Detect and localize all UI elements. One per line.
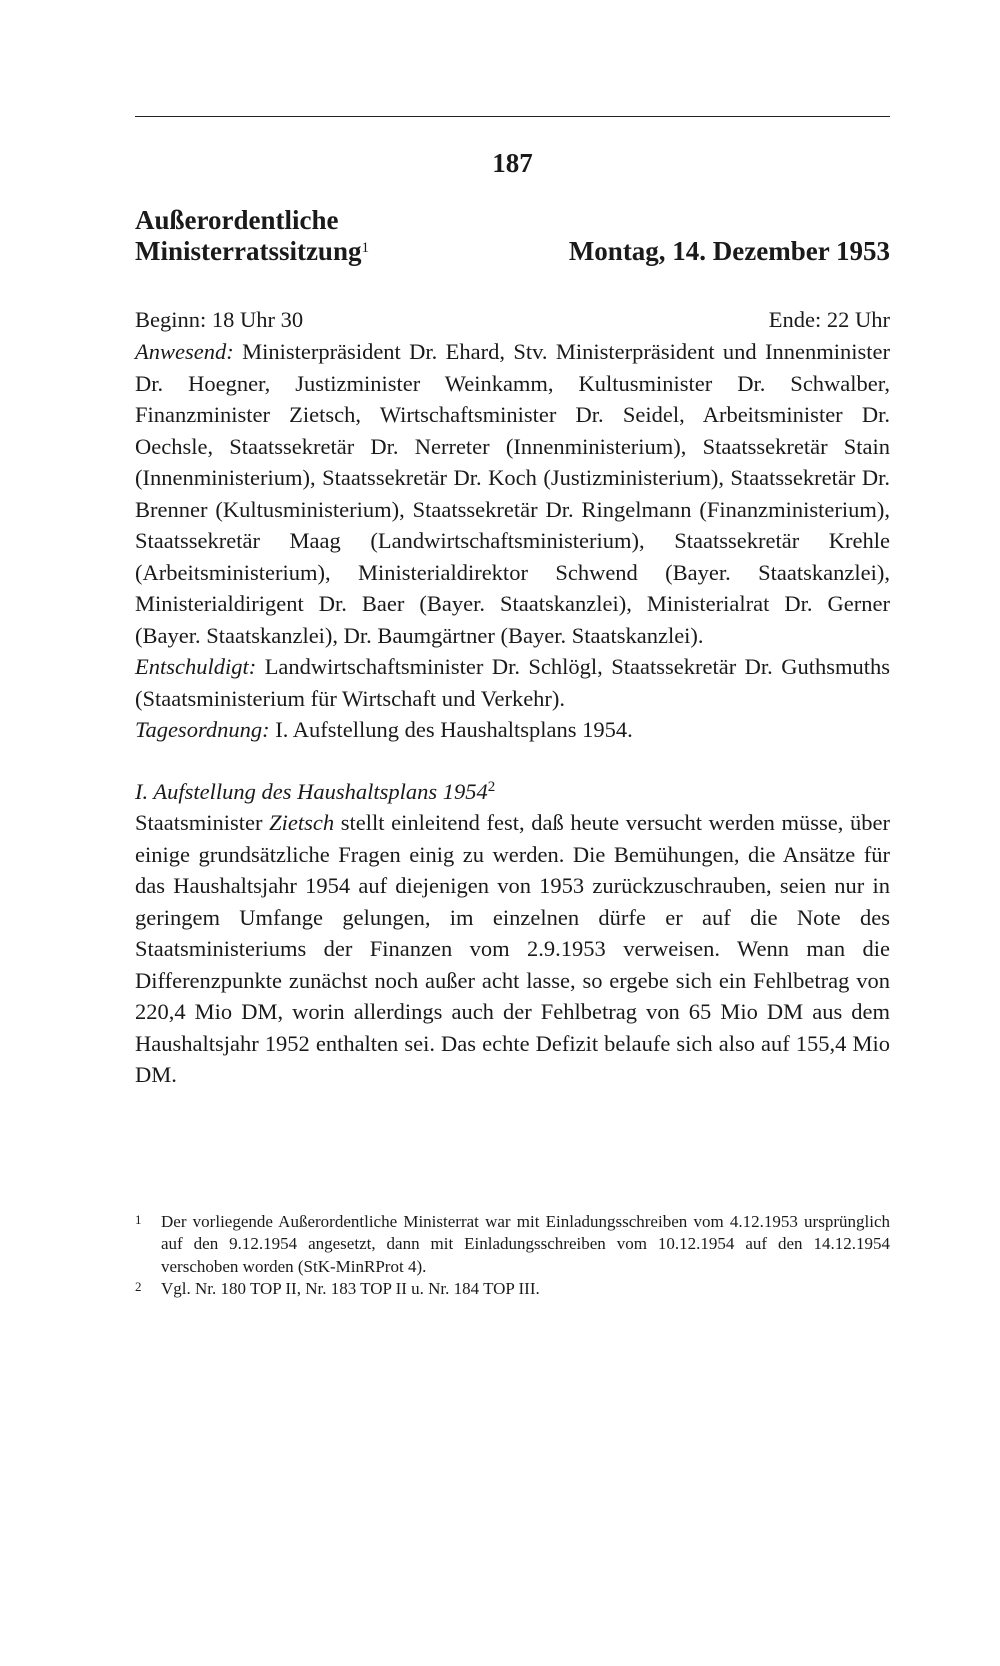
session-title [135,205,369,267]
end-time: Ende: 22 Uhr [768,307,890,332]
footnote-text: Der vorliegende Außerordentliche Ministerrat war mit Einladungsschreiben vom 4.12.1953 ursprünglich auf den 9.12.1954 angesetzt, dann mit Einladungsschreiben vom 10.12.1954 auf den 14.12.1954 verschoben worden (StK-MinRProt 4). [161,1211,890,1276]
footnote-text: Vgl. Nr. 180 TOP II, Nr. 183 TOP II u. Nr. 184 TOP III. [161,1279,540,1298]
session-times [135,304,890,336]
attendance-paragraph [135,336,890,651]
header-rule [135,116,890,117]
speaker-name: Zietsch [269,810,335,835]
session-title-line2 [135,236,369,267]
attendance-label: Anwesend: [135,339,234,364]
footnote-ref-2: 2 [487,778,496,795]
document-number: 187 [492,148,533,178]
excused-label: Entschuldigt: [135,654,257,679]
excused-text: Landwirtschaftsminister Dr. Schlögl, Staatssekretär Dr. Guthsmuths (Staatsministerium für Wirtschaft und Verkehr). [135,654,890,711]
agenda-text: I. Aufstellung des Haushaltsplans 1954. [269,717,633,742]
footnote-2 [135,1278,890,1301]
agenda-label: Tagesordnung: [135,717,270,742]
section-heading [135,776,890,808]
agenda-paragraph [135,714,890,746]
session-title-line1: Außerordentliche [135,205,339,235]
excused-paragraph [135,651,890,714]
footnote-number: 2 [135,1279,142,1294]
section-text-after: stellt einleitend fest, daß heute versucht werden müsse, über einige grundsätzliche Fragen einig zu werden. Die Bemühungen, die Ansätze für das Haushaltsjahr 1954 auf diejenigen von 1953 zurückzuschrauben, seien nur in geringem Umfange gelungen, im einzelnen dürfe er auf die Note des Staatsministeriums der Finanzen vom 2.9.1953 verweisen. Wenn man die Differenzpunkte zunächst noch außer acht lasse, so ergebe sich ein Fehlbetrag von 220,4 Mio DM, worin allerdings auch der Fehlbetrag von 65 Mio DM aus dem Haushaltsjahr 1952 enthalten sei. Das echte Defizit belaufe sich also auf 155,4 Mio DM. [135,810,890,1087]
session-title-text: Ministerratssitzung [135,236,362,266]
footnote-ref-1: 1 [361,240,369,256]
section-body-paragraph [135,807,890,1091]
footnote-number: 1 [135,1211,142,1227]
footnote-spacer [135,1091,890,1211]
footnote-1 [135,1211,890,1279]
session-date: Montag, 14. Dezember 1953 [568,236,890,266]
footnotes [135,1211,890,1301]
section-text-before: Staatsminister [135,810,270,835]
document-page [135,116,890,1301]
document-header [135,205,890,269]
attendance-text: Ministerpräsident Dr. Ehard, Stv. Ministerpräsident und Innenminister Dr. Hoegner, Justizminister Weinkamm, Kultusminister Dr. Schwalber, Finanzminister Zietsch, Wirtschaftsminister Dr. Seidel, Arbeitsminister Dr. Oechsle, Staatssekretär Dr. Nerreter (Innenministerium), Staatssekretär Stain (Innenministerium), Staatssekretär Dr. Koch (Justizministerium), Staatssekretär Dr. Brenner (Kultusministerium), Staatssekretär Dr. Ringelmann (Finanzministerium), Staatssekretär Maag (Landwirtschaftsministerium), Staatssekretär Krehle (Arbeitsministerium), Ministerialdirektor Schwend (Bayer. Staatskanzlei), Ministerialdirigent Dr. Baer (Bayer. Staatskanzlei), Ministerialrat Dr. Gerner (Bayer. Staatskanzlei), Dr. Baumgärtner (Bayer. Staatskanzlei). [135,339,890,648]
begin-time: Beginn: 18 Uhr 30 [135,307,304,332]
section-heading-text: I. Aufstellung des Haushaltsplans 1954 [135,778,488,804]
